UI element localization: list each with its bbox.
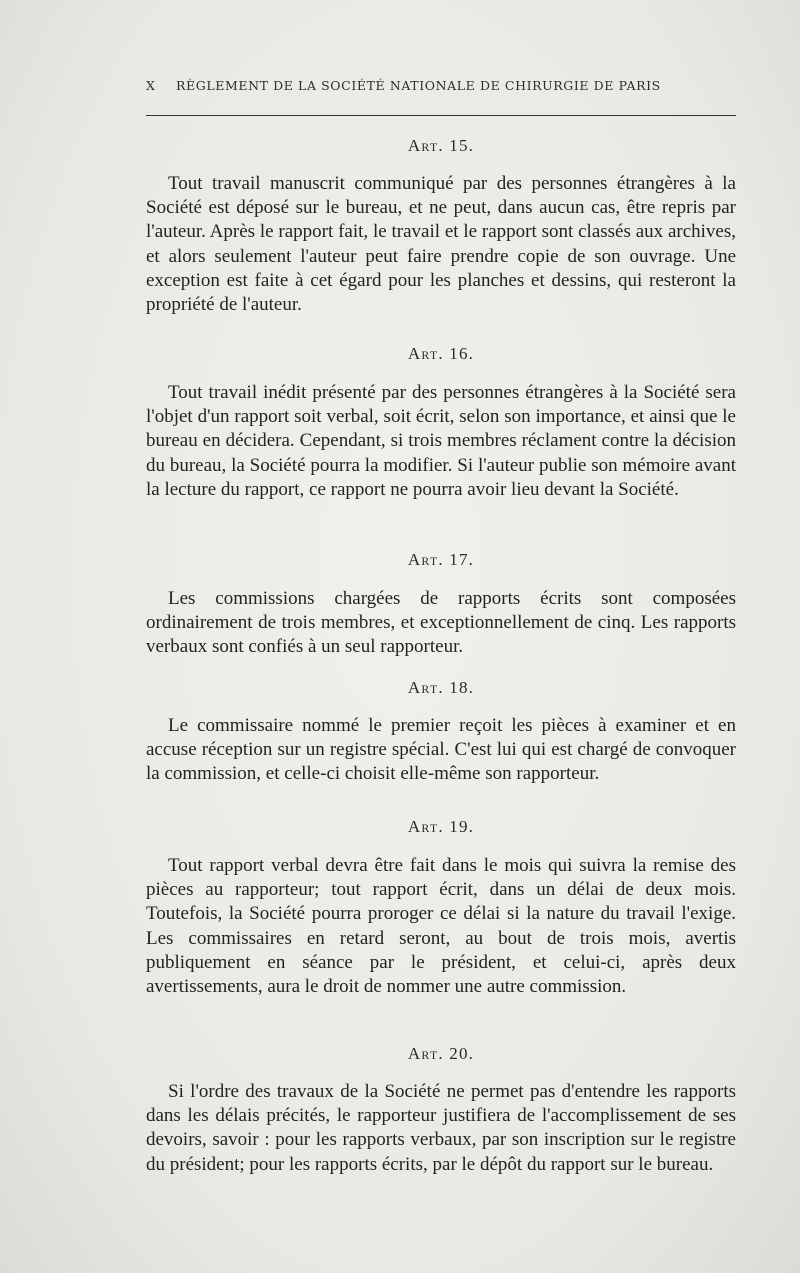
- header-rule: [146, 115, 736, 116]
- article-15-text: Tout travail manuscrit communiqué par des personnes étrangères à la Société est déposé sur le bureau, et ne peut, dans aucun cas, être repris par l'auteur. Après le rapport fait, le travail et le rapport sont classés aux archives, et alors seulement l'auteur peut faire prendre copie de son ouvrage. Une exception est faite à cet égard pour les planches et dessins, qui resteront la propriété de l'auteur.: [146, 173, 736, 316]
- article-18-title: Art. 18.: [407, 678, 475, 697]
- article-16-title: Art. 16.: [407, 344, 475, 363]
- article-17-title: Art. 17.: [407, 550, 475, 569]
- article-15-body: [146, 172, 736, 317]
- article-18-body: [146, 714, 736, 787]
- article-17-body: [146, 587, 736, 660]
- article-15-title: Art. 15.: [407, 136, 475, 155]
- article-18-text: Le commissaire nommé le premier reçoit les pièces à examiner et en accuse réception sur un registre spécial. C'est lui qui est chargé de convoquer la commission, et celle-ci choisit elle-même son rapporteur.: [146, 715, 736, 785]
- running-header: [146, 78, 736, 98]
- article-19-title: Art. 19.: [407, 817, 475, 836]
- article-20-body: [146, 1080, 736, 1177]
- article-16-text: Tout travail inédit présenté par des personnes étrangères à la Société sera l'objet d'un rapport soit verbal, soit écrit, selon son importance, et ainsi que le bureau en décidera. Cependant, si trois membres réclament contre la décision du bureau, la Société pourra la modifier. Si l'auteur publie son mémoire avant la lecture du rapport, ce rapport ne pourra avoir lieu devant la Société.: [146, 382, 736, 500]
- article-19-text: Tout rapport verbal devra être fait dans le mois qui suivra la remise des pièces au rapporteur; tout rapport écrit, dans un délai de deux mois. Toutefois, la Société pourra proroger ce délai si la nature du travail l'exige. Les commissaires en retard seront, au bout de trois mois, avertis publiquement en séance par le président, et celui-ci, après deux avertissements, aura le droit de nommer une autre commission.: [146, 855, 736, 998]
- page-number: X: [146, 78, 156, 93]
- article-20-text: Si l'ordre des travaux de la Société ne permet pas d'entendre les rapports dans les délais précités, le rapporteur justifiera de l'accomplissement de ses devoirs, savoir : pour les rapports verbaux, par son inscription sur le registre du président; pour les rapports écrits, par le dépôt du rapport sur le bureau.: [146, 1081, 736, 1175]
- article-17-text: Les commissions chargées de rapports écrits sont composées ordinairement de trois membres, et exceptionnellement de cinq. Les rapports verbaux sont confiés à un seul rapporteur.: [146, 588, 736, 658]
- article-20-title: Art. 20.: [407, 1044, 475, 1063]
- running-title: RÈGLEMENT DE LA SOCIÉTÉ NATIONALE DE CHIRURGIE DE PARIS: [176, 78, 661, 93]
- article-16-body: [146, 381, 736, 502]
- article-19-body: [146, 854, 736, 999]
